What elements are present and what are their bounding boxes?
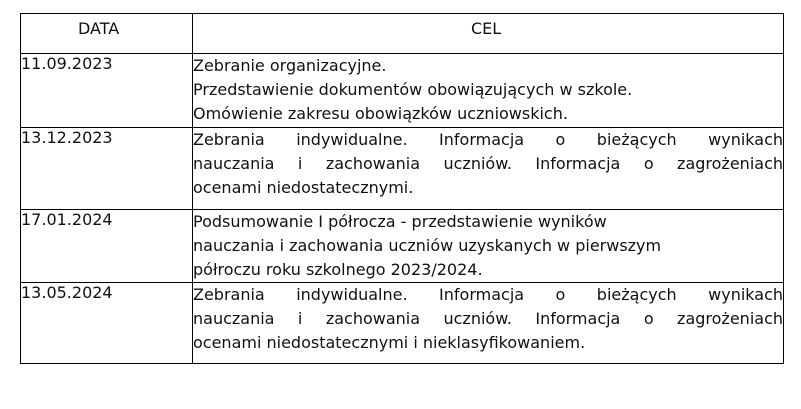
meeting-goal — [193, 210, 784, 283]
meeting-date: 11.09.2023 — [21, 54, 193, 128]
table-row — [21, 210, 784, 283]
table-row — [21, 128, 784, 210]
table-header-row — [21, 14, 784, 54]
meeting-date: 13.12.2023 — [21, 128, 193, 210]
meetings-table — [20, 13, 784, 364]
column-header-goal-label: CEL — [471, 19, 502, 38]
table-row — [21, 283, 784, 364]
meeting-goal-line: nauczania i zachowania uczniów. Informacja o zagrożeniach — [193, 154, 783, 173]
meeting-goal-line: Zebrania indywidualne. Informacja o bieżących wynikach — [193, 130, 783, 149]
column-header-date-label: DATA — [78, 19, 120, 38]
meeting-goal-line: Zebranie organizacyjne. — [193, 56, 387, 75]
table-row — [21, 54, 784, 128]
meeting-date: 13.05.2024 — [21, 283, 193, 364]
meeting-goal-line: półroczu roku szkolnego 2023/2024. — [193, 260, 483, 279]
column-header-goal — [193, 14, 784, 54]
meeting-goal-line: Zebrania indywidualne. Informacja o bieżących wynikach — [193, 285, 783, 304]
column-header-date — [21, 14, 193, 54]
meeting-goal — [193, 128, 784, 210]
meeting-goal-line: nauczania i zachowania uczniów uzyskanych w pierwszym — [193, 236, 662, 255]
meeting-goal-line: nauczania i zachowania uczniów. Informacja o zagrożeniach — [193, 309, 783, 328]
meeting-goal-line: ocenami niedostatecznymi i nieklasyfikowaniem. — [193, 333, 586, 352]
meeting-date: 17.01.2024 — [21, 210, 193, 283]
meeting-goal — [193, 283, 784, 364]
meeting-goal-line: ocenami niedostatecznymi. — [193, 178, 414, 197]
meeting-goal-line: Przedstawienie dokumentów obowiązujących w szkole. — [193, 80, 633, 99]
meeting-goal — [193, 54, 784, 128]
meeting-goal-line: Omówienie zakresu obowiązków uczniowskich. — [193, 104, 568, 123]
meeting-goal-line: Podsumowanie I półrocza - przedstawienie wyników — [193, 212, 607, 231]
